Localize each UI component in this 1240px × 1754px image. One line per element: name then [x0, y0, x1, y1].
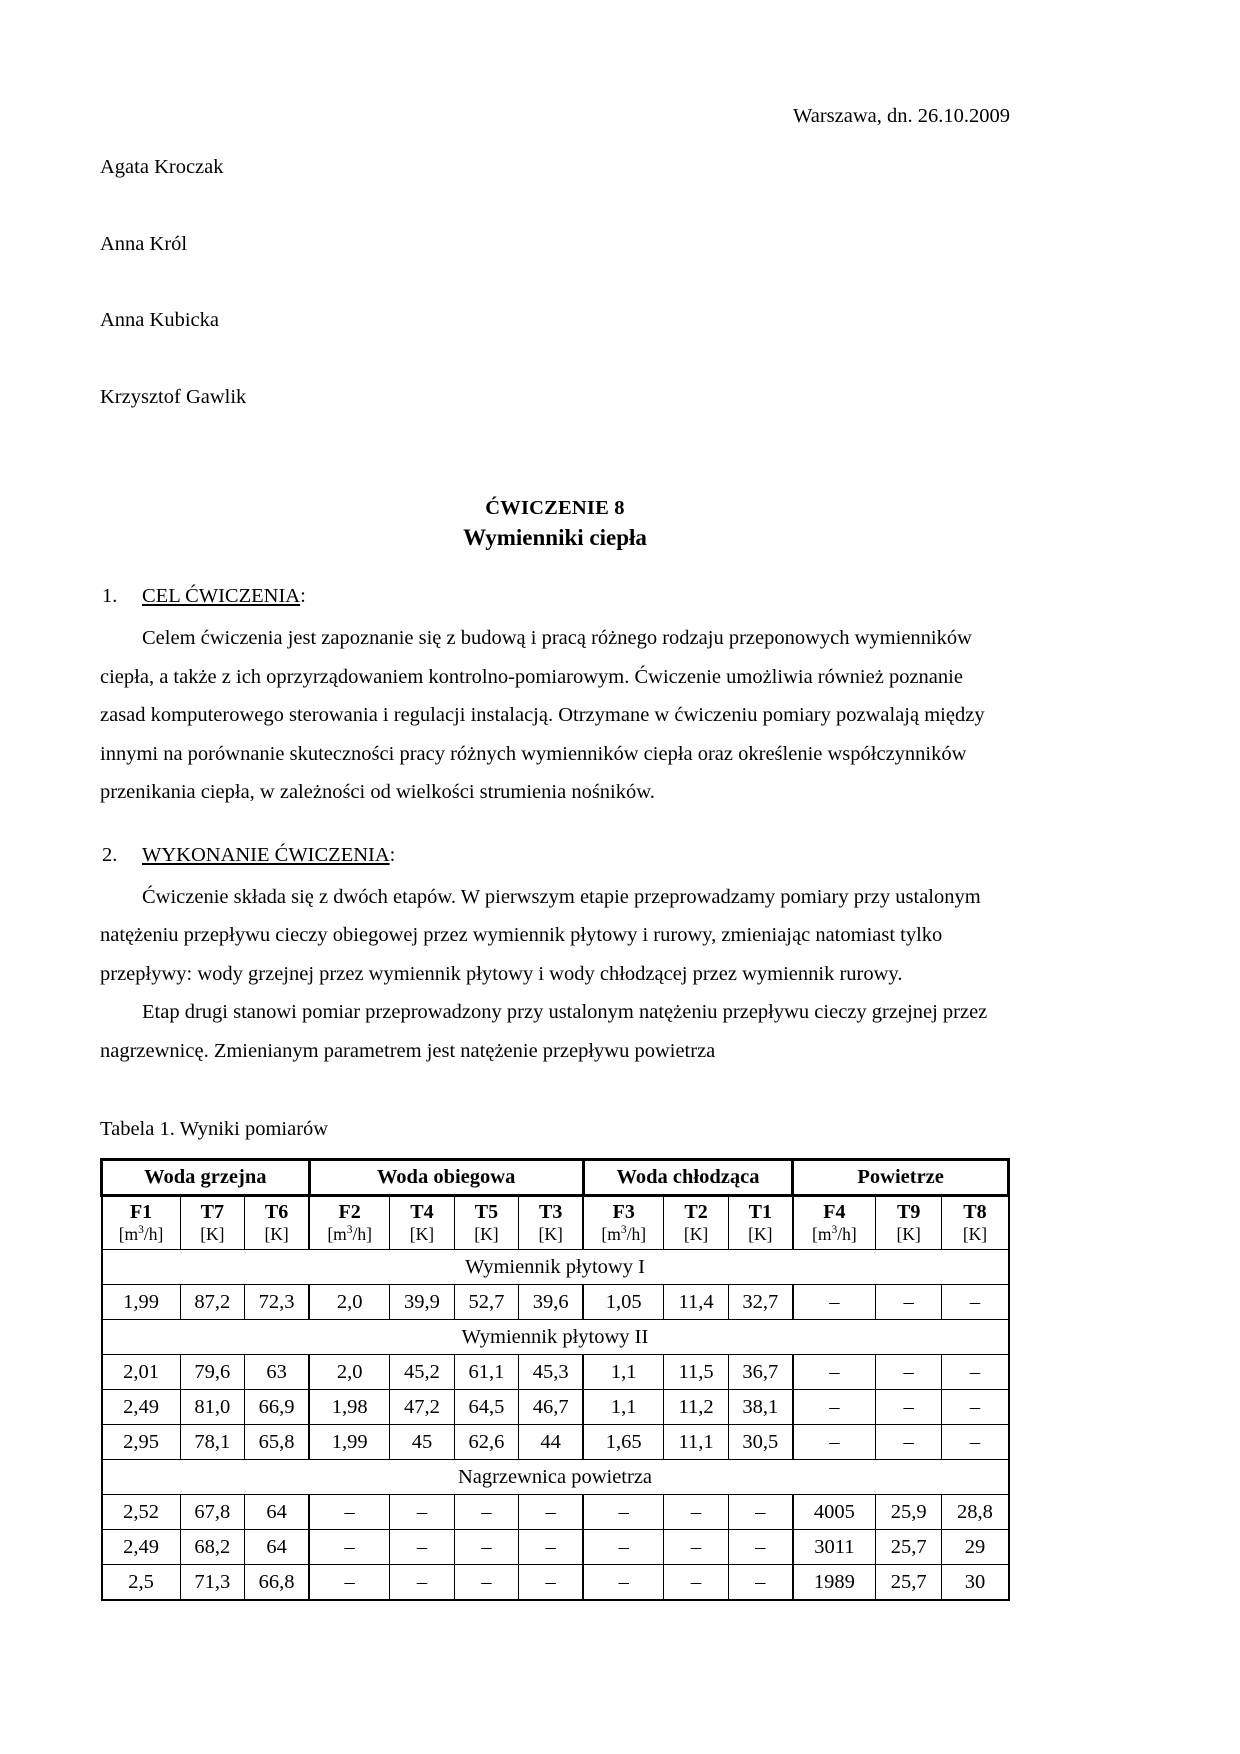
cell: 78,1 [180, 1425, 244, 1460]
cell: 65,8 [245, 1425, 310, 1460]
section-heading-1 [100, 583, 1010, 609]
table-column-header-row [102, 1196, 1009, 1250]
author-name: Krzysztof Gawlik [100, 385, 247, 408]
column-symbol: T4 [410, 1201, 434, 1223]
cell: 29 [942, 1530, 1009, 1565]
exercise-subject: Wymienniki ciepła [463, 525, 647, 550]
table-body [102, 1250, 1009, 1601]
column-unit: [K] [962, 1224, 988, 1244]
column-unit: [K] [896, 1224, 921, 1244]
cell: 11,1 [664, 1425, 728, 1460]
column-header-f1 [102, 1196, 181, 1250]
cell: 1,1 [583, 1355, 664, 1390]
cell: 32,7 [728, 1285, 793, 1320]
table-caption: Tabela 1. Wyniki pomiarów [100, 1118, 329, 1140]
cell: 66,9 [245, 1390, 310, 1425]
author-name: Anna Król [100, 232, 188, 255]
table-row [102, 1390, 1009, 1425]
column-header-t1 [728, 1196, 793, 1250]
cell: – [454, 1495, 518, 1530]
cell: 45,2 [390, 1355, 454, 1390]
cell: 61,1 [454, 1355, 518, 1390]
cell: 30 [942, 1565, 1009, 1601]
cell: 25,7 [875, 1530, 942, 1565]
column-header-t3 [519, 1196, 584, 1250]
cell: – [519, 1495, 584, 1530]
column-symbol: T2 [684, 1201, 708, 1223]
section-label-wymiennik-plytowy-1: Wymiennik płytowy I [102, 1250, 1009, 1285]
column-header-f4 [793, 1196, 876, 1250]
column-unit: $[m^3/h]$ [812, 1224, 857, 1244]
section-label-wymiennik-plytowy-2: Wymiennik płytowy II [102, 1320, 1009, 1355]
cell: – [728, 1530, 793, 1565]
column-unit: [K] [409, 1224, 435, 1244]
cell: 2,0 [309, 1285, 390, 1320]
cell: 4005 [793, 1495, 876, 1530]
column-symbol: T1 [748, 1201, 772, 1223]
section-title-suffix: : [389, 843, 396, 866]
column-header-t8 [942, 1196, 1009, 1250]
cell: 2,0 [309, 1355, 390, 1390]
group-header-woda-chlodzaca: Woda chłodząca [583, 1160, 793, 1196]
column-unit: [K] [200, 1224, 225, 1244]
cell: – [875, 1425, 942, 1460]
cell: 11,5 [664, 1355, 728, 1390]
cell: – [664, 1565, 728, 1601]
cell: – [583, 1565, 664, 1601]
title-block [100, 495, 1010, 553]
cell: 71,3 [180, 1565, 244, 1601]
cell: 28,8 [942, 1495, 1009, 1530]
cell: 52,7 [454, 1285, 518, 1320]
paragraph-cel-1: Celem ćwiczenia jest zapoznanie się z budową i pracą różnego rodzaju przeponowych wymienników ciepła, a także z ich oprzyrządowaniem kontrolno-pomiarowym. Ćwiczenie umożliwia również poznanie zasad komputerowego sterowania i regulacji instalacją. Otrzymane w ćwiczeniu pomiary pozwalają między innymi na porównanie skuteczności pracy różnych wymienników ciepła oraz określenie współczynników przenikania ciepła, w zależności od wielkości strumienia nośników. [100, 627, 985, 803]
cell: – [583, 1530, 664, 1565]
cell: 81,0 [180, 1390, 244, 1425]
cell: 2,01 [102, 1355, 181, 1390]
column-symbol: T3 [539, 1201, 563, 1223]
column-header-f3 [583, 1196, 664, 1250]
cell: – [942, 1285, 1009, 1320]
cell: 64 [245, 1495, 310, 1530]
table-group-header-row [102, 1160, 1009, 1196]
column-symbol: T6 [264, 1201, 289, 1223]
table-row [102, 1285, 1009, 1320]
cell: 1,99 [102, 1285, 181, 1320]
cell: – [942, 1425, 1009, 1460]
table-section-header-row [102, 1320, 1009, 1355]
cell: – [309, 1530, 390, 1565]
cell: 46,7 [519, 1390, 584, 1425]
column-unit: $[m^3/h]$ [118, 1224, 164, 1244]
cell: 1,1 [583, 1390, 664, 1425]
column-header-t6 [245, 1196, 310, 1250]
cell: 62,6 [454, 1425, 518, 1460]
cell: – [942, 1390, 1009, 1425]
cell: 45 [390, 1425, 454, 1460]
cell: 39,9 [390, 1285, 454, 1320]
cell: 2,49 [102, 1390, 181, 1425]
cell: 2,49 [102, 1530, 181, 1565]
cell: 2,5 [102, 1565, 181, 1601]
cell: 1,98 [309, 1390, 390, 1425]
section-title-suffix: : [300, 585, 306, 607]
cell: 1,05 [583, 1285, 664, 1320]
group-header-powietrze: Powietrze [793, 1160, 1009, 1196]
cell: 3011 [793, 1530, 876, 1565]
column-unit: [K] [683, 1224, 709, 1244]
column-unit: [K] [264, 1224, 289, 1244]
column-header-t5 [454, 1196, 518, 1250]
table-section-header-row [102, 1460, 1009, 1495]
cell: – [664, 1530, 728, 1565]
column-symbol: T7 [200, 1201, 224, 1223]
cell: – [454, 1565, 518, 1601]
cell: 68,2 [180, 1530, 244, 1565]
column-symbol: F3 [612, 1201, 635, 1223]
column-symbol: F4 [823, 1201, 846, 1223]
document-content [100, 104, 1010, 1601]
column-symbol: T9 [897, 1201, 921, 1223]
section-title: CEL ĆWICZENIA [142, 585, 301, 607]
cell: 36,7 [728, 1355, 793, 1390]
cell: – [793, 1355, 876, 1390]
cell: – [583, 1495, 664, 1530]
author-name: Anna Kubicka [100, 309, 219, 331]
cell: – [390, 1565, 454, 1601]
section-number: 1. [102, 585, 118, 607]
column-header-t2 [664, 1196, 728, 1250]
measurement-results-table [100, 1158, 1010, 1601]
column-unit: [K] [538, 1224, 563, 1244]
table-row [102, 1355, 1009, 1390]
cell: 64 [245, 1530, 310, 1565]
table-row [102, 1530, 1009, 1565]
section-title: WYKONANIE ĆWICZENIA [142, 843, 390, 866]
column-symbol: T5 [474, 1201, 499, 1223]
cell: – [875, 1355, 942, 1390]
cell: 25,9 [875, 1495, 942, 1530]
column-header-t9 [875, 1196, 942, 1250]
cell: 30,5 [728, 1425, 793, 1460]
cell: – [942, 1355, 1009, 1390]
cell: 38,1 [728, 1390, 793, 1425]
cell: – [309, 1495, 390, 1530]
column-header-t7 [180, 1196, 244, 1250]
cell: – [519, 1565, 584, 1601]
group-header-woda-obiegowa: Woda obiegowa [309, 1160, 583, 1196]
column-header-t4 [390, 1196, 454, 1250]
cell: – [793, 1285, 876, 1320]
cell: 67,8 [180, 1495, 244, 1530]
cell: 66,8 [245, 1565, 310, 1601]
cell: – [875, 1285, 942, 1320]
cell: 1,65 [583, 1425, 664, 1460]
cell: 72,3 [245, 1285, 310, 1320]
cell: 87,2 [180, 1285, 244, 1320]
cell: 2,95 [102, 1425, 181, 1460]
cell: – [390, 1495, 454, 1530]
cell: – [793, 1390, 876, 1425]
cell: – [793, 1425, 876, 1460]
cell: – [519, 1530, 584, 1565]
column-symbol: T8 [963, 1201, 987, 1223]
cell: 79,6 [180, 1355, 244, 1390]
column-unit: [K] [748, 1224, 773, 1244]
exercise-title: ĆWICZENIE 8 [485, 497, 625, 519]
cell: – [875, 1390, 942, 1425]
document-header [100, 104, 1010, 461]
cell: 44 [519, 1425, 584, 1460]
cell: 2,52 [102, 1495, 181, 1530]
table-row [102, 1425, 1009, 1460]
cell: – [728, 1495, 793, 1530]
column-symbol: F1 [129, 1201, 153, 1223]
section-label-nagrzewnica-powietrza: Nagrzewnica powietrza [102, 1460, 1009, 1495]
table-section-header-row [102, 1250, 1009, 1285]
column-unit: $[m^3/h]$ [327, 1224, 372, 1244]
cell: 64,5 [454, 1390, 518, 1425]
paragraph-wykonanie-1: Ćwiczenie składa się z dwóch etapów. W pierwszym etapie przeprowadzamy pomiary przy ustalonym natężeniu przepływu cieczy obiegowej przez wymiennik płytowy i rurowy, zmieniając natomiast tylko przepływy: wody grzejnej przez wymiennik płytowy i wody chłodzącej przez wymiennik rurowy. [100, 885, 981, 985]
cell: – [390, 1530, 454, 1565]
cell: – [454, 1530, 518, 1565]
cell: – [664, 1495, 728, 1530]
column-header-f2 [309, 1196, 390, 1250]
section-number: 2. [102, 843, 118, 866]
cell: – [309, 1565, 390, 1601]
table-row [102, 1495, 1009, 1530]
cell: 11,2 [664, 1390, 728, 1425]
column-unit: $[m^3/h]$ [601, 1224, 647, 1244]
author-list [100, 104, 1010, 461]
table-row [102, 1565, 1009, 1601]
cell: 25,7 [875, 1565, 942, 1601]
paragraph-wykonanie-2: Etap drugi stanowi pomiar przeprowadzony przy ustalonym natężeniu przepływu cieczy grzejnej przez nagrzewnicę. Zmienianym parametrem jest natężenie przepływu powietrza [100, 1001, 988, 1062]
group-header-woda-grzejna: Woda grzejna [102, 1160, 310, 1196]
cell: 39,6 [519, 1285, 584, 1320]
place-and-date: Warszawa, dn. 26.10.2009 [793, 105, 1010, 127]
cell: 11,4 [664, 1285, 728, 1320]
column-unit: [K] [474, 1224, 499, 1244]
cell: – [728, 1565, 793, 1601]
cell: 1,99 [309, 1425, 390, 1460]
cell: 47,2 [390, 1390, 454, 1425]
cell: 45,3 [519, 1355, 584, 1390]
column-symbol: F2 [338, 1201, 361, 1223]
author-name: Agata Kroczak [100, 156, 224, 178]
section-heading-2 [100, 842, 1010, 868]
cell: 63 [245, 1355, 310, 1390]
cell: 1989 [793, 1565, 876, 1601]
